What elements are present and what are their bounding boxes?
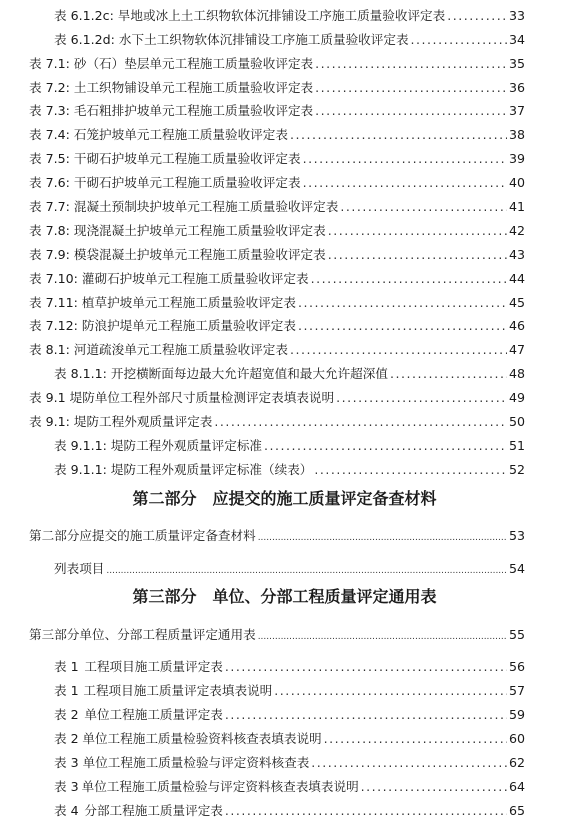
toc-entry [29, 341, 525, 359]
toc-entry-page: 46 [508, 318, 525, 333]
toc-table-entry [54, 682, 525, 700]
toc-entry [29, 102, 525, 120]
toc-entry-page: 40 [508, 175, 525, 190]
table-title: 分部工程施工质量评定表 [84, 803, 223, 818]
toc-entry-label: 表 6.1.2c: 旱地或冰上土工织物软体沉排铺设工序施工质量验收评定表 [54, 8, 446, 23]
toc-entry-page: 44 [508, 271, 525, 286]
toc-entry-page: 37 [508, 103, 525, 118]
toc-entry-label: 表 7.10: 灌砌石护坡单元工程施工质量验收评定表 [29, 271, 309, 286]
toc-entry [29, 527, 525, 545]
toc-entry-page: 55 [508, 627, 525, 642]
toc-table-entry [54, 802, 525, 820]
table-number: 表 2 [54, 707, 79, 722]
toc-entry-page: 47 [508, 342, 525, 357]
table-number: 表 2 [54, 731, 79, 746]
toc-entry [29, 413, 525, 431]
toc-entry-label: 表 7.12: 防浪护堤单元工程施工质量验收评定表 [29, 318, 296, 333]
toc-entry-page: 41 [508, 199, 525, 214]
dot-leader [225, 706, 507, 724]
dot-leader [340, 198, 507, 216]
toc-entry-page: 43 [508, 247, 525, 262]
toc-entry-label: 表 7.3: 毛石粗排护坡单元工程施工质量验收评定表 [29, 103, 314, 118]
toc-entry-label: 表 7.7: 混凝土预制块护坡单元工程施工质量验收评定表 [29, 199, 339, 214]
toc-entry [29, 55, 525, 73]
toc-entry-page: 48 [508, 366, 525, 381]
toc-entry [29, 246, 525, 264]
toc-entry-label: 表 6.1.2d: 水下土工织物软体沉排铺设工序施工质量验收评定表 [54, 32, 409, 47]
toc-entry [29, 126, 525, 144]
part2-heading: 第二部分 应提交的施工质量评定备查材料 [132, 489, 437, 508]
toc-entry-label: 表 8.1.1: 开挖横断面每边最大允许超宽值和最大允许超深值 [54, 366, 388, 381]
part3-heading: 第三部分 单位、分部工程质量评定通用表 [132, 587, 437, 606]
dot-leader [303, 174, 507, 192]
dot-leader [311, 270, 507, 288]
table-title: 单位工程施工质量评定表 [84, 707, 223, 722]
table-title: 单位工程施工质量检验与评定资料核查表 [82, 755, 310, 770]
toc-entry [54, 461, 525, 479]
table-title: 工程项目施工质量评定表填表说明 [83, 683, 273, 698]
dot-leader [390, 365, 507, 383]
toc-entry [29, 294, 525, 312]
toc-entry-label: 表 8.1: 河道疏浚单元工程施工质量验收评定表 [29, 342, 288, 357]
table-number: 表 1 [54, 659, 79, 674]
toc-entry [54, 7, 525, 25]
toc-entry-page: 35 [508, 56, 525, 71]
toc-entry [29, 198, 525, 216]
toc-entry [29, 174, 525, 192]
toc-entry-label: 列表项目 [54, 561, 105, 576]
dot-leader [106, 562, 507, 580]
dot-leader [298, 317, 507, 335]
toc-entry [29, 222, 525, 240]
toc-entry-label: 表 7.2: 土工织物铺设单元工程施工质量验收评定表 [29, 80, 314, 95]
dot-leader [290, 341, 507, 359]
toc-entry-page: 60 [508, 731, 525, 746]
dot-leader [258, 529, 507, 547]
toc-entry-page: 54 [508, 561, 525, 576]
toc-entry [54, 365, 525, 383]
toc-entry [29, 626, 525, 644]
dot-leader [298, 294, 507, 312]
toc-entry [54, 31, 525, 49]
dot-leader [315, 79, 507, 97]
dot-leader [303, 150, 507, 168]
dot-leader [315, 102, 507, 120]
toc-entry-page: 59 [508, 707, 525, 722]
toc-table-entry [54, 778, 525, 796]
toc-entry-label: 表 7.6: 干砌石护坡单元工程施工质量验收评定表 [29, 175, 301, 190]
table-title: 单位工程施工质量检验与评定资料核查表填表说明 [81, 779, 359, 794]
dot-leader [311, 754, 507, 772]
toc-entry-label: 第三部分单位、分部工程质量评定通用表 [29, 627, 256, 642]
toc-entry [54, 437, 525, 455]
toc-entry-page: 49 [508, 390, 525, 405]
toc-entry-page: 45 [508, 295, 525, 310]
dot-leader [328, 246, 507, 264]
table-number: 表 4 [54, 803, 79, 818]
toc-entry-page: 57 [508, 683, 525, 698]
toc-entry [29, 150, 525, 168]
table-title: 单位工程施工质量检验资料核查表填表说明 [82, 731, 322, 746]
toc-entry [29, 270, 525, 288]
toc-table-entry [54, 730, 525, 748]
toc-entry-page: 42 [508, 223, 525, 238]
toc-entry-page: 52 [508, 462, 525, 477]
dot-leader [447, 7, 507, 25]
toc-entry-page: 53 [508, 528, 525, 543]
toc-entry [29, 79, 525, 97]
toc-entry-label: 第二部分应提交的施工质量评定备查材料 [29, 528, 256, 543]
toc-entry [54, 560, 525, 578]
toc-entry-page: 64 [508, 779, 525, 794]
table-title: 工程项目施工质量评定表 [84, 659, 223, 674]
toc-entry-page: 39 [508, 151, 525, 166]
toc-entry-label: 表 7.8: 现浇混凝土护坡单元工程施工质量验收评定表 [29, 223, 326, 238]
toc-entry-page: 36 [508, 80, 525, 95]
dot-leader [324, 730, 507, 748]
toc-entry [29, 389, 525, 407]
toc-entry-label: 表 9.1 堤防单位工程外部尺寸质量检测评定表填表说明 [29, 390, 335, 405]
dot-leader [361, 778, 507, 796]
dot-leader [336, 389, 507, 407]
dot-leader [258, 628, 507, 646]
toc-entry-label: 表 9.1.1: 堤防工程外观质量评定标准（续表） [54, 462, 313, 477]
toc-entry-page: 33 [508, 8, 525, 23]
toc-entry-page: 65 [508, 803, 525, 818]
dot-leader [264, 437, 507, 455]
table-number: 表 3 [54, 779, 79, 794]
toc-table-entry [54, 754, 525, 772]
dot-leader [328, 222, 507, 240]
toc-entry-label: 表 7.5: 干砌石护坡单元工程施工质量验收评定表 [29, 151, 301, 166]
table-number: 表 3 [54, 755, 79, 770]
toc-entry-page: 50 [508, 414, 525, 429]
toc-entry-label: 表 7.1: 砂（石）垫层单元工程施工质量验收评定表 [29, 56, 314, 71]
toc-entry-page: 56 [508, 659, 525, 674]
dot-leader [411, 31, 507, 49]
dot-leader [225, 658, 507, 676]
dot-leader [314, 461, 507, 479]
toc-table-entry [54, 706, 525, 724]
toc-entry-label: 表 7.4: 石笼护坡单元工程施工质量验收评定表 [29, 127, 288, 142]
toc-entry-label: 表 9.1.1: 堤防工程外观质量评定标准 [54, 438, 263, 453]
toc-entry-label: 表 7.9: 模袋混凝土护坡单元工程施工质量验收评定表 [29, 247, 326, 262]
toc-entry-page: 38 [508, 127, 525, 142]
table-number: 表 1 [54, 683, 79, 698]
dot-leader [274, 682, 507, 700]
dot-leader [214, 413, 507, 431]
dot-leader [290, 126, 507, 144]
dot-leader [315, 55, 507, 73]
toc-entry-label: 表 9.1: 堤防工程外观质量评定表 [29, 414, 213, 429]
toc-entry-label: 表 7.11: 植草护坡单元工程施工质量验收评定表 [29, 295, 296, 310]
toc-entry [29, 317, 525, 335]
toc-entry-page: 51 [508, 438, 525, 453]
toc-entry-page: 34 [508, 32, 525, 47]
toc-entry-page: 62 [508, 755, 525, 770]
dot-leader [225, 802, 507, 820]
toc-table-entry [54, 658, 525, 676]
